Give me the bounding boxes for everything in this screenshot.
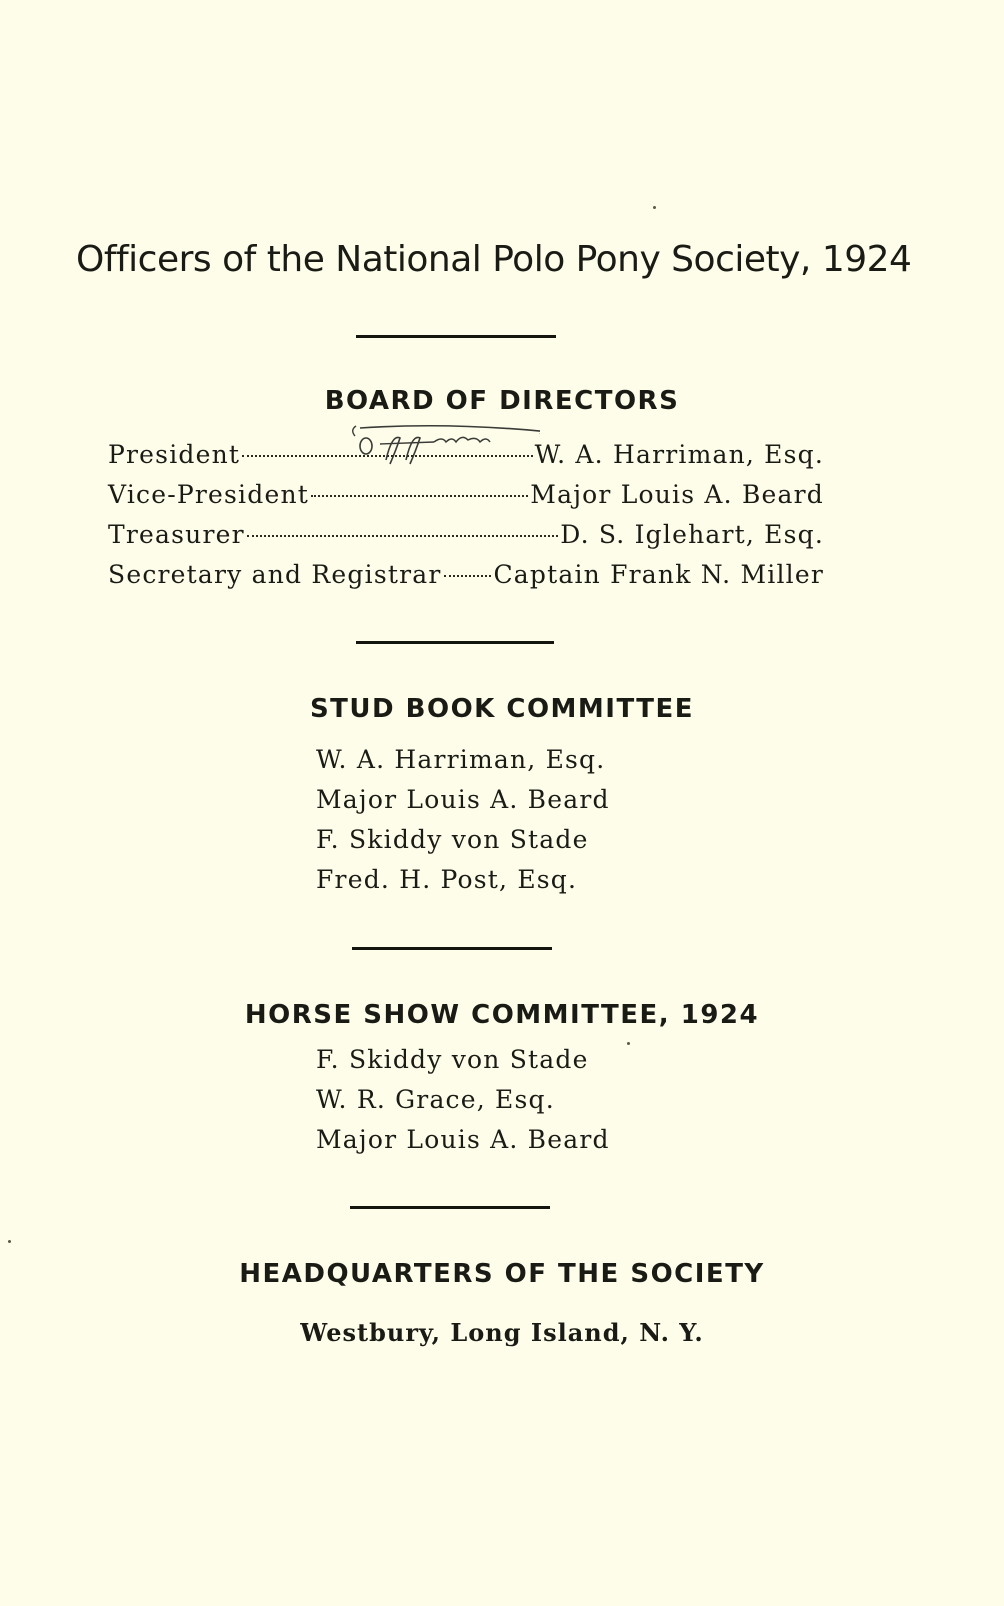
officer-name: D. S. Iglehart, Esq.	[560, 520, 824, 549]
dot-leader	[444, 575, 492, 577]
officer-name: Major Louis A. Beard	[530, 480, 824, 509]
member-name: F. Skiddy von Stade	[316, 825, 589, 854]
member-name: Major Louis A. Beard	[316, 1125, 610, 1154]
officer-row	[108, 520, 824, 560]
horse-show-members	[316, 1045, 610, 1165]
officer-role: Secretary and Registrar	[108, 560, 442, 589]
paper-speck	[627, 1042, 630, 1045]
officer-row	[108, 480, 824, 520]
officer-row	[108, 440, 824, 480]
stud-book-heading: STUD BOOK COMMITTEE	[309, 694, 695, 724]
officer-role: President	[108, 440, 241, 469]
member-name: W. A. Harriman, Esq.	[316, 745, 606, 774]
divider-rule	[356, 335, 556, 338]
divider-rule	[352, 947, 552, 950]
divider-rule	[356, 641, 554, 644]
member-name: Major Louis A. Beard	[316, 785, 610, 814]
officers-list	[108, 440, 824, 600]
divider-rule	[350, 1206, 550, 1209]
officer-role: Treasurer	[108, 520, 245, 549]
dot-leader	[242, 455, 532, 457]
dot-leader	[247, 535, 558, 537]
member-name: W. R. Grace, Esq.	[316, 1085, 555, 1114]
officer-row	[108, 560, 824, 600]
officer-role: Vice-President	[108, 480, 309, 509]
dot-leader	[311, 495, 528, 497]
paper-speck	[8, 1240, 11, 1243]
officer-name: Captain Frank N. Miller	[493, 560, 824, 589]
headquarters-address: Westbury, Long Island, N. Y.	[300, 1318, 704, 1347]
member-name: Fred. H. Post, Esq.	[316, 865, 578, 894]
officer-name: W. A. Harriman, Esq.	[534, 440, 824, 469]
member-name: F. Skiddy von Stade	[316, 1045, 589, 1074]
stud-book-members	[316, 745, 610, 905]
headquarters-heading: HEADQUARTERS OF THE SOCIETY	[239, 1259, 765, 1289]
page-title: Officers of the National Polo Pony Society, 1924	[76, 239, 912, 280]
horse-show-heading: HORSE SHOW COMMITTEE, 1924	[244, 1000, 760, 1030]
paper-speck	[653, 206, 656, 209]
board-heading: BOARD OF DIRECTORS	[324, 386, 680, 416]
